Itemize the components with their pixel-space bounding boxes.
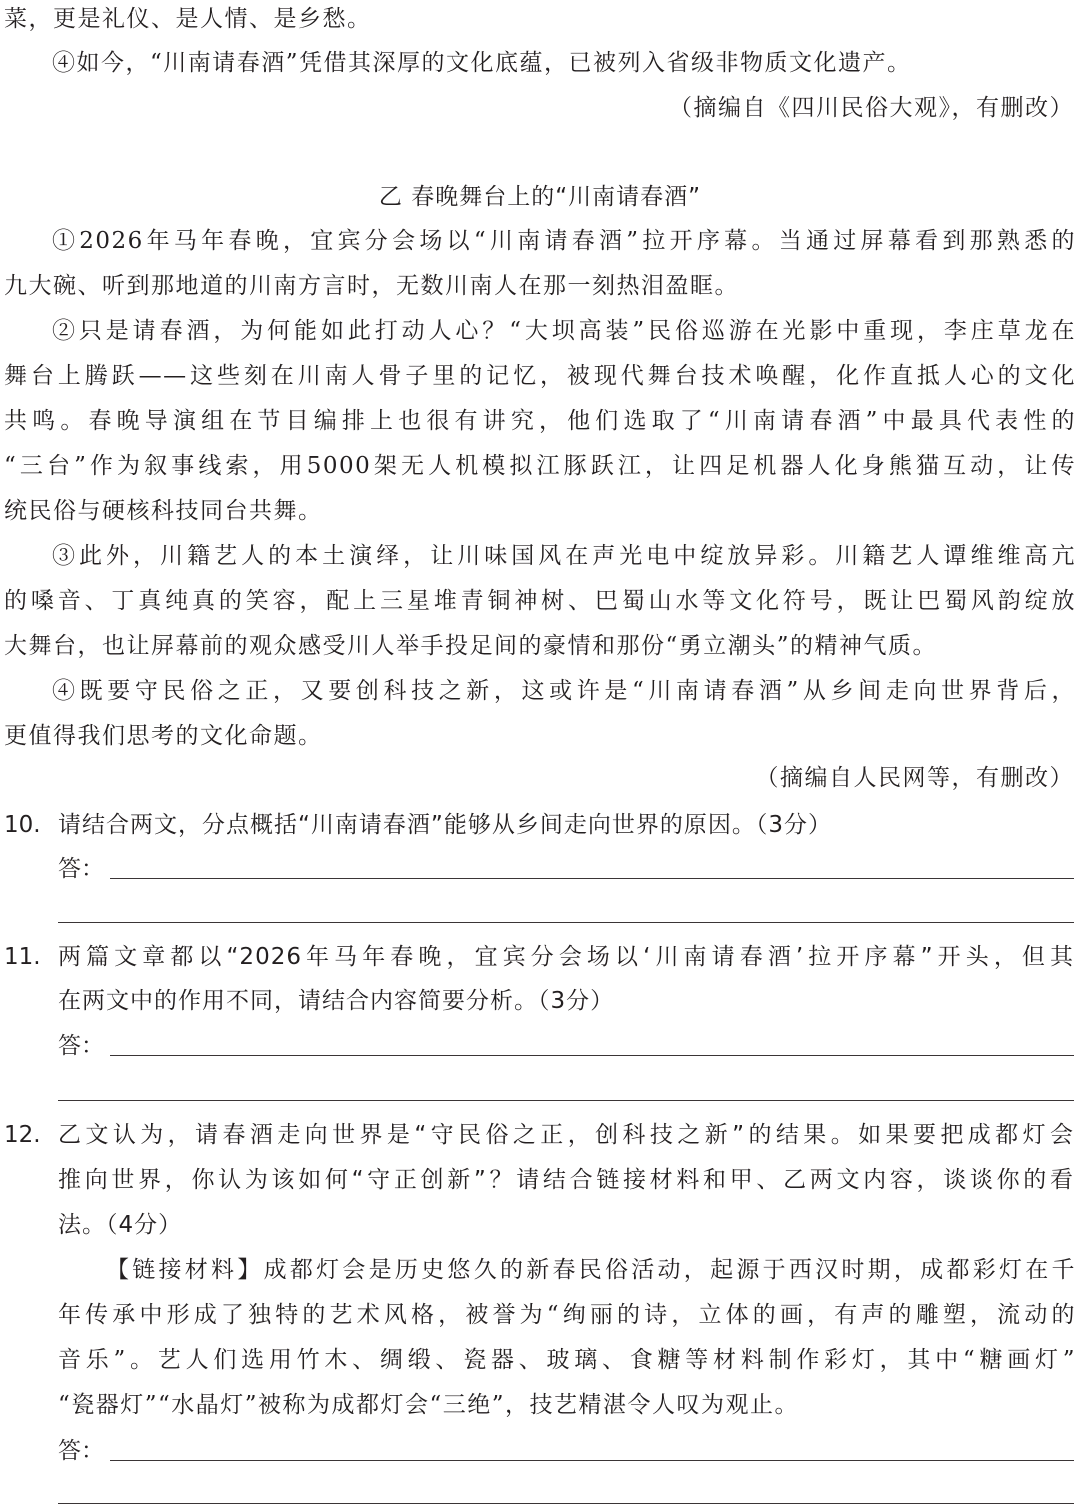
passage-b-p1-line1: ①2026年马年春晚，宜宾分会场以“川南请春酒”拉开序幕。当通过屏幕看到那熟悉的 (52, 228, 1076, 254)
passage-b-p2-line2: 舞台上腾跃——这些刻在川南人骨子里的记忆，被现代舞台技术唤醒，化作直抵人心的文化 (4, 363, 1076, 389)
question-11-answer-label: 答： (58, 1033, 104, 1059)
passage-b-source: （摘编自人民网等，有删改） (755, 765, 1074, 791)
question-11-answer-line-2[interactable] (58, 1100, 1074, 1101)
passage-a-last-line: 菜，更是礼仪、是人情、是乡愁。 (4, 6, 372, 32)
question-12-number: 12. (4, 1122, 41, 1148)
question-12-text-line2: 推向世界，你认为该如何“守正创新”？请结合链接材料和甲、乙两文内容，谈谈你的看 (58, 1167, 1074, 1193)
passage-b-p2-line5: 统民俗与硬核科技同台共舞。 (4, 498, 323, 524)
passage-b-title: 乙 春晚舞台上的“川南请春酒” (378, 184, 702, 210)
question-12-answer-line-1[interactable] (110, 1460, 1074, 1461)
question-12-text-line1: 乙文认为，请春酒走向世界是“守民俗之正，创科技之新”的结果。如果要把成都灯会 (58, 1122, 1074, 1148)
question-12-answer-line-2[interactable] (58, 1503, 1074, 1504)
passage-b-p2-line4: “三台”作为叙事线索，用5000架无人机模拟江豚跃江，让四足机器人化身熊猫互动，让传 (4, 453, 1076, 479)
question-10-text: 请结合两文，分点概括“川南请春酒”能够从乡间走向世界的原因。（3分） (58, 812, 832, 838)
passage-b-p2-line3: 共鸣。春晚导演组在节目编排上也很有讲究，他们选取了“川南请春酒”中最具代表性的 (4, 408, 1076, 434)
question-11-text-line2: 在两文中的作用不同，请结合内容简要分析。（3分） (58, 988, 615, 1014)
link-material-line4: “瓷器灯”“水晶灯”被称为成都灯会“三绝”，技艺精湛令人叹为观止。 (58, 1392, 800, 1418)
passage-b-p3-line2: 的嗓音、丁真纯真的笑容，配上三星堆青铜神树、巴蜀山水等文化符号，既让巴蜀风韵绽放 (4, 588, 1076, 614)
passage-b-p2-line1: ②只是请春酒，为何能如此打动人心？“大坝高装”民俗巡游在光影中重现，李庄草龙在 (52, 318, 1076, 344)
question-12-text-line3: 法。（4分） (58, 1212, 183, 1238)
passage-b-p4-line2: 更值得我们思考的文化命题。 (4, 723, 323, 749)
question-11-number: 11. (4, 944, 41, 970)
passage-b-p1-line2: 九大碗、听到那地道的川南方言时，无数川南人在那一刻热泪盈眶。 (4, 273, 739, 299)
passage-b-p3-line1: ③此外，川籍艺人的本土演绎，让川味国风在声光电中绽放异彩。川籍艺人谭维维高亢 (52, 543, 1076, 569)
question-12-answer-label: 答： (58, 1438, 104, 1464)
link-material-line1: 【链接材料】成都灯会是历史悠久的新春民俗活动，起源于西汉时期，成都彩灯在千 (106, 1257, 1076, 1283)
link-material-line3: 音乐”。艺人们选用竹木、绸缎、瓷器、玻璃、食糖等材料制作彩灯，其中“糖画灯” (58, 1347, 1076, 1373)
question-10-answer-line-1[interactable] (110, 878, 1074, 879)
passage-b-p4-line1: ④既要守民俗之正，又要创科技之新，这或许是“川南请春酒”从乡间走向世界背后， (52, 678, 1076, 704)
question-10-answer-label: 答： (58, 856, 104, 882)
question-10-number: 10. (4, 812, 41, 838)
passage-a-source: （摘编自《四川民俗大观》，有删改） (669, 95, 1074, 121)
link-material-line2: 年传承中形成了独特的艺术风格，被誉为“绚丽的诗，立体的画，有声的雕塑，流动的 (58, 1302, 1076, 1328)
question-11-answer-line-1[interactable] (110, 1055, 1074, 1056)
passage-a-paragraph-4: ④如今，“川南请春酒”凭借其深厚的文化底蕴，已被列入省级非物质文化遗产。 (52, 50, 912, 76)
question-10-answer-line-2[interactable] (58, 922, 1074, 923)
passage-b-p3-line3: 大舞台，也让屏幕前的观众感受川人举手投足间的豪情和那份“勇立潮头”的精神气质。 (4, 633, 938, 659)
question-11-text-line1: 两篇文章都以“2026年马年春晚，宜宾分会场以‘川南请春酒’拉开序幕”开头，但其 (58, 944, 1074, 970)
